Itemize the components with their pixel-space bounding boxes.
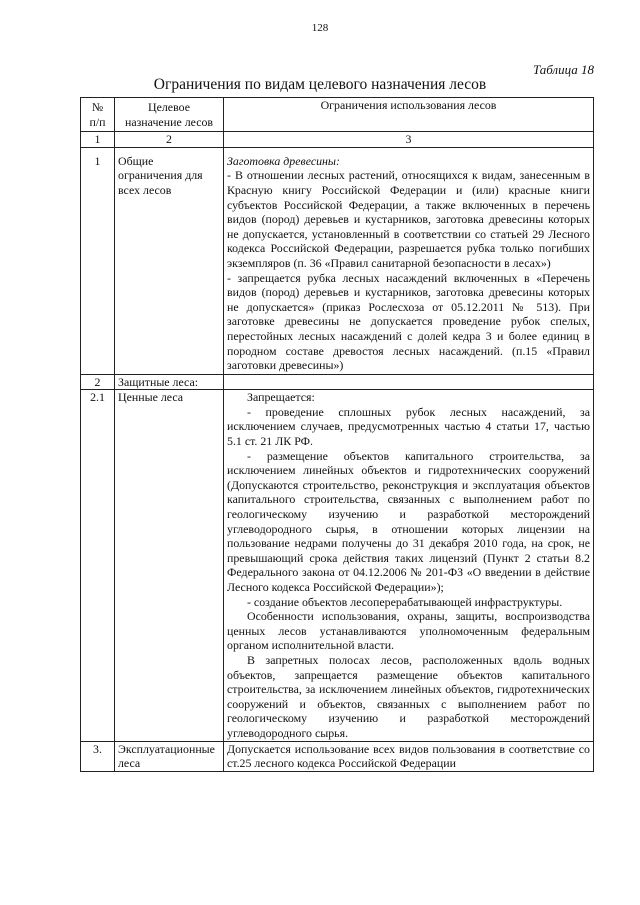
table-header-row xyxy=(81,98,594,132)
row-purpose: Ценные леса xyxy=(115,390,224,741)
restriction-paragraph: - размещение объектов капитального строительства, за исключением линейных объектов и гидротехнических сооружений (Допускаются строительство, реконструкция и эксплуатация объектов капитального строительства, связанных с выполнением работ по геологическому изучению и разработкой месторождений углеводородного сырья, в отношении которых лицензии на пользование недрами получены до 31 декабря 2010 года, на срок, не превышающий срока действия таких лицензий (Пункт 2 статьи 8.2 Федерального закона от 04.12.2006 № 201-ФЗ «О введении в действие Лесного кодекса Российской Федерации»); xyxy=(227,448,590,594)
header-number: № п/п xyxy=(81,98,115,132)
header-restrictions: Ограничения использования лесов xyxy=(224,98,594,132)
restriction-paragraph: - В отношении лесных растений, относящихся к видам, занесенным в Красную книгу Российской Федерации и (или) красные книги субъектов Российской Федерации, а также включенных в перечень видов (пород) деревьев и кустарников, заготовка древесины которых не допускается, установленный в соответствии со статьей 29 Лесного кодекса Российской Федерации, разрешается рубка только погибших экземпляров (п. 36 «Правил санитарной безопасности в лесах») xyxy=(227,168,590,270)
row-restrictions xyxy=(224,374,594,390)
row-number: 3. xyxy=(81,741,115,771)
restriction-paragraph: Особенности использования, охраны, защиты, воспроизводства ценных лесов устанавливаются уполномоченным федеральным органом исполнительной власти. xyxy=(227,609,590,653)
restrictions-table xyxy=(80,97,594,772)
restriction-paragraph: Запрещается: xyxy=(247,390,315,405)
row-restrictions xyxy=(224,390,594,741)
column-number: 3 xyxy=(224,132,594,148)
column-number: 1 xyxy=(81,132,115,148)
table-row xyxy=(81,390,594,741)
row-restrictions xyxy=(224,147,594,374)
column-number-row xyxy=(81,132,594,148)
table-title: Ограничения по видам целевого назначения лесов xyxy=(153,76,487,93)
column-number: 2 xyxy=(115,132,224,148)
restriction-paragraph: - запрещается рубка лесных насаждений включенных в «Перечень видов (пород) деревьев и кустарников, заготовка древесины которых не допускается» (приказ Рослесхоза от 05.12.2011 № 513). При заготовке древесины не допускается проведение рубок спелых, перестойных лесных насаждений с долей кедра 3 и более единиц в породном составе древостоя лесных насаждений. (п.15 «Правил заготовки древесины») xyxy=(227,270,590,373)
restriction-paragraph: В запретных полосах лесов, расположенных вдоль водных объектов, запрещается размещение объектов капитального строительства, за исключением линейных объектов, гидротехнических сооружений и объектов, связанных с выполнением работ по геологическому изучению и разработкой месторождений углеводородного сырья. xyxy=(227,652,590,740)
row-number: 2.1 xyxy=(81,390,115,741)
table-row xyxy=(81,741,594,771)
header-purpose: Целевое назначение лесов xyxy=(115,98,224,132)
table-row xyxy=(81,374,594,390)
page-number: 128 xyxy=(311,22,329,34)
restriction-paragraph: - проведение сплошных рубок лесных насаждений, за исключением случаев, предусмотренных частью 4 статьи 17, частью 5.1 ст. 21 ЛК РФ. xyxy=(227,404,590,449)
row-restrictions: Допускается использование всех видов пользования в соответствие со ст.25 лесного кодекса Российской Федерации xyxy=(224,741,594,771)
restriction-paragraph: - создание объектов лесоперерабатывающей инфраструктуры. xyxy=(247,594,563,609)
section-heading: Заготовка древесины: xyxy=(227,153,340,168)
table-label: Таблица 18 xyxy=(532,62,594,77)
row-purpose: Эксплуатационные леса xyxy=(115,741,224,771)
row-purpose: Защитные леса: xyxy=(115,374,224,390)
row-number: 2 xyxy=(81,374,115,390)
row-purpose: Общие ограничения для всех лесов xyxy=(115,147,224,374)
row-number: 1 xyxy=(81,147,115,374)
table-row xyxy=(81,147,594,374)
